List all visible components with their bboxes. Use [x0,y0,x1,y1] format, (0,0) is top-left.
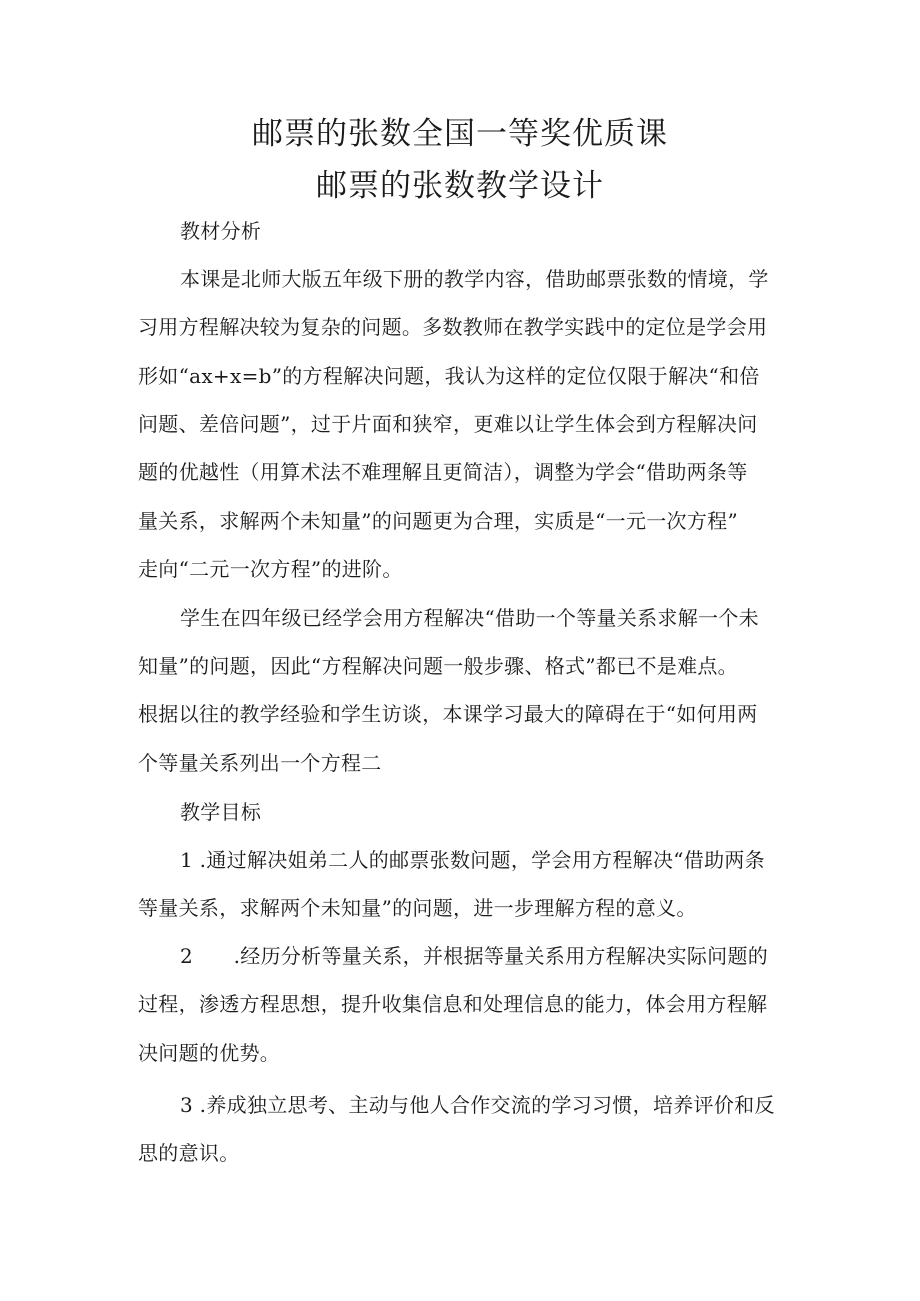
goal-item-3: 3 .养成独立思考、主动与他人合作交流的学习习惯，培养评价和反 [180,1093,775,1117]
paragraph-line: 量关系，求解两个未知量”的问题更为合理，实质是“一元一次方程” [138,509,738,533]
paragraph-line: 根据以往的教学经验和学生访谈，本课学习最大的障碍在于“如何用两 [138,702,758,726]
paragraph-line: 学生在四年级已经学会用方程解决“借助一个等量关系求解一个未 [180,606,759,630]
goal-item-1: 1 .通过解决姐弟二人的邮票张数问题，学会用方程解决“借助两条 [180,848,765,872]
paragraph-line: 知量”的问题，因此“方程解决问题一般步骤、格式”都已不是难点。 [138,654,738,678]
paragraph-line: 个等量关系列出一个方程二 [138,751,382,775]
paragraph-line: 形如“ax+x=b”的方程解决问题，我认为这样的定位仅限于解决“和倍 [138,364,760,388]
section-heading-teaching-goals: 教学目标 [180,800,262,824]
goal-item-3-cont: 思的意识。 [138,1141,240,1165]
paragraph-line: 本课是北师大版五年级下册的教学内容，借助邮票张数的情境，学 [180,267,769,291]
document-subtitle: 邮票的张数教学设计 [316,168,604,204]
goal-item-2-cont: 过程，渗透方程思想，提升收集信息和处理信息的能力，体会用方程解 [138,992,768,1016]
goal-item-1-cont: 等量关系，求解两个未知量”的问题，进一步理解方程的意义。 [138,896,697,920]
section-heading-material-analysis: 教材分析 [180,219,262,243]
paragraph-line: 问题、差倍问题”，过于片面和狭窄，更难以让学生体会到方程解决问 [138,412,758,436]
paragraph-line: 习用方程解决较为复杂的问题。多数教师在教学实践中的定位是学会用 [138,315,768,339]
goal-item-2-cont: 决问题的优势。 [138,1041,281,1065]
goal-item-2: 2 .经历分析等量关系，并根据等量关系用方程解决实际问题的 [180,944,769,968]
paragraph-line: 题的优越性（用算术法不难理解且更简洁），调整为学会“借助两条等 [138,460,748,484]
paragraph-line: 走向“二元一次方程”的进阶。 [138,557,403,581]
document-title: 邮票的张数全国一等奖优质课 [252,116,668,152]
